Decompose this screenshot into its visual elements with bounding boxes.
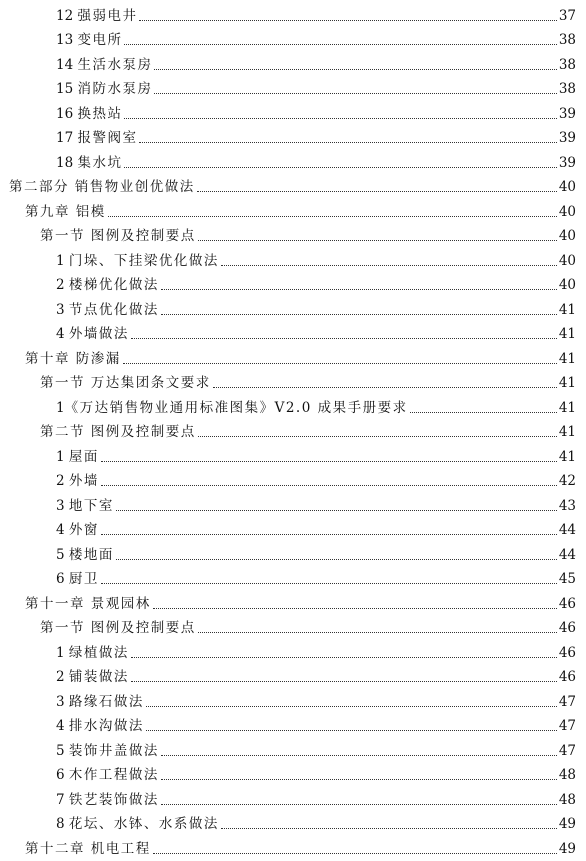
- dot-leader: [153, 853, 557, 854]
- toc-entry-number: 13: [56, 32, 78, 48]
- dot-leader: [116, 510, 557, 511]
- table-of-contents: [0, 2, 586, 860]
- toc-entry-number: 5: [56, 742, 69, 759]
- toc-entry[interactable]: [0, 492, 586, 517]
- dot-leader: [410, 412, 557, 413]
- toc-entry-number: 18: [56, 154, 78, 171]
- toc-entry-title: 楼地面: [68, 546, 114, 563]
- toc-entry-number: 16: [56, 105, 78, 122]
- toc-entry[interactable]: [0, 223, 586, 248]
- toc-entry-number: 6: [56, 767, 69, 783]
- toc-entry[interactable]: [0, 786, 586, 811]
- toc-entry-title: 楼梯优化做法: [68, 277, 159, 293]
- toc-entry-title: 换热站: [77, 105, 123, 122]
- toc-entry-number: 14: [56, 56, 78, 73]
- toc-entry-title: 第九章 铝模: [25, 203, 106, 220]
- toc-entry-page-number: 46: [558, 669, 576, 685]
- toc-entry[interactable]: [0, 713, 586, 738]
- dot-leader: [221, 828, 557, 829]
- toc-entry-title: 第十一章 景观园林: [25, 595, 151, 612]
- toc-entry[interactable]: [0, 149, 586, 174]
- dot-leader: [198, 632, 557, 633]
- toc-entry-page-number: 48: [558, 791, 576, 808]
- toc-entry-number: 6: [56, 571, 69, 587]
- toc-entry-number: 1: [56, 399, 65, 416]
- toc-entry-title: 报警阀室: [77, 130, 138, 146]
- dot-leader: [131, 338, 557, 339]
- toc-entry-page-number: 41: [558, 350, 576, 367]
- toc-entry[interactable]: [0, 370, 586, 395]
- dot-leader: [161, 289, 557, 290]
- toc-entry[interactable]: [0, 321, 586, 346]
- toc-entry-page-number: 44: [558, 546, 576, 563]
- toc-entry[interactable]: [0, 443, 586, 468]
- toc-entry[interactable]: [0, 590, 586, 615]
- toc-entry[interactable]: [0, 247, 586, 272]
- dot-leader: [101, 583, 557, 584]
- toc-entry-title: 装饰井盖做法: [68, 742, 159, 759]
- toc-entry-page-number: 44: [558, 522, 576, 538]
- dot-leader: [101, 461, 557, 462]
- toc-entry-page-number: 47: [558, 742, 576, 759]
- toc-entry-number: 2: [56, 277, 69, 293]
- dot-leader: [116, 559, 557, 560]
- toc-entry-number: 12: [56, 7, 78, 24]
- toc-entry-title: 花坛、水钵、水系做法: [68, 816, 219, 832]
- toc-entry[interactable]: [0, 51, 586, 76]
- dot-leader: [124, 118, 556, 119]
- toc-entry-number: 2: [56, 473, 69, 489]
- toc-entry-page-number: 37: [558, 7, 576, 24]
- dot-leader: [213, 387, 557, 388]
- toc-entry-page-number: 39: [558, 154, 576, 171]
- toc-entry-page-number: 46: [558, 644, 576, 661]
- dot-leader: [146, 706, 557, 707]
- toc-entry[interactable]: [0, 615, 586, 640]
- dot-leader: [161, 779, 557, 780]
- toc-entry-title: 屋面: [68, 448, 99, 465]
- dot-leader: [124, 167, 556, 168]
- dot-leader: [197, 191, 557, 192]
- toc-entry-page-number: 49: [558, 816, 576, 832]
- toc-entry[interactable]: [0, 468, 586, 493]
- toc-entry-page-number: 42: [558, 473, 576, 489]
- toc-entry-page-number: 48: [558, 767, 576, 783]
- toc-entry-page-number: 45: [558, 571, 576, 587]
- toc-entry[interactable]: [0, 76, 586, 101]
- toc-entry-title: 《万达销售物业通用标准图集》V2.0 成果手册要求: [64, 399, 408, 416]
- dot-leader: [161, 804, 557, 805]
- toc-entry-number: 15: [56, 81, 78, 97]
- toc-entry[interactable]: [0, 125, 586, 150]
- toc-entry-number: 1: [56, 644, 69, 661]
- toc-entry-page-number: 41: [558, 301, 576, 318]
- toc-entry-title: 厨卫: [68, 571, 99, 587]
- toc-entry-title: 外窗: [68, 522, 99, 538]
- dot-leader: [139, 20, 556, 21]
- toc-entry-number: 7: [56, 791, 69, 808]
- toc-entry-page-number: 41: [558, 375, 576, 391]
- toc-entry-page-number: 38: [558, 32, 576, 48]
- toc-entry-page-number: 40: [558, 277, 576, 293]
- toc-entry-number: 4: [56, 522, 69, 538]
- toc-entry[interactable]: [0, 762, 586, 787]
- toc-entry-page-number: 38: [558, 81, 576, 97]
- dot-leader: [153, 608, 557, 609]
- toc-entry[interactable]: [0, 174, 586, 199]
- dot-leader: [198, 240, 557, 241]
- toc-entry-title: 第十二章 机电工程: [25, 840, 151, 857]
- dot-leader: [198, 436, 557, 437]
- toc-entry-page-number: 39: [558, 105, 576, 122]
- toc-entry-title: 强弱电井: [77, 7, 138, 24]
- toc-entry[interactable]: [0, 296, 586, 321]
- toc-entry-page-number: 38: [558, 56, 576, 73]
- toc-entry[interactable]: [0, 517, 586, 542]
- toc-entry-number: 1: [56, 252, 69, 269]
- toc-entry-page-number: 46: [558, 620, 576, 636]
- toc-entry-title: 地下室: [68, 497, 114, 514]
- dot-leader: [101, 534, 557, 535]
- toc-entry-page-number: 49: [558, 840, 576, 857]
- toc-entry-title: 外墙: [68, 473, 99, 489]
- toc-entry-title: 排水沟做法: [68, 718, 144, 734]
- dot-leader: [161, 755, 557, 756]
- toc-entry[interactable]: [0, 198, 586, 223]
- toc-entry-title: 第二节 图例及控制要点: [40, 424, 196, 440]
- dot-leader: [131, 681, 557, 682]
- toc-entry-page-number: 40: [558, 252, 576, 269]
- toc-entry-title: 第一节 图例及控制要点: [40, 620, 196, 636]
- toc-entry-page-number: 47: [558, 718, 576, 734]
- dot-leader: [161, 314, 557, 315]
- toc-entry-title: 外墙做法: [68, 326, 129, 342]
- toc-entry-title: 铺装做法: [68, 669, 129, 685]
- dot-leader: [101, 485, 557, 486]
- toc-entry-page-number: 47: [558, 693, 576, 710]
- dot-leader: [108, 216, 557, 217]
- toc-entry-title: 生活水泵房: [77, 56, 153, 73]
- toc-entry-page-number: 43: [558, 497, 576, 514]
- toc-entry[interactable]: [0, 664, 586, 689]
- toc-entry-number: 3: [56, 693, 69, 710]
- toc-entry-page-number: 41: [558, 424, 576, 440]
- toc-entry-title: 节点优化做法: [68, 301, 159, 318]
- toc-entry-number: 4: [56, 718, 69, 734]
- dot-leader: [146, 730, 557, 731]
- toc-entry-page-number: 40: [558, 228, 576, 244]
- toc-entry[interactable]: [0, 737, 586, 762]
- toc-entry-title: 变电所: [77, 32, 123, 48]
- toc-entry[interactable]: [0, 272, 586, 297]
- toc-entry[interactable]: [0, 541, 586, 566]
- toc-entry-number: 17: [56, 130, 78, 146]
- toc-entry-title: 第二部分 销售物业创优做法: [9, 179, 195, 195]
- toc-entry[interactable]: [0, 345, 586, 370]
- toc-entry-page-number: 40: [558, 203, 576, 220]
- toc-entry-page-number: 39: [558, 130, 576, 146]
- toc-entry[interactable]: [0, 2, 586, 27]
- toc-entry-title: 门垛、下挂梁优化做法: [68, 252, 219, 269]
- dot-leader: [123, 363, 557, 364]
- toc-entry-number: 3: [56, 497, 69, 514]
- toc-entry-number: 2: [56, 669, 69, 685]
- toc-entry-title: 铁艺装饰做法: [68, 791, 159, 808]
- toc-entry-page-number: 46: [558, 595, 576, 612]
- toc-entry[interactable]: [0, 639, 586, 664]
- toc-entry-page-number: 41: [558, 326, 576, 342]
- toc-entry-number: 4: [56, 326, 69, 342]
- toc-entry[interactable]: [0, 811, 586, 836]
- toc-entry-title: 第一节 万达集团条文要求: [40, 375, 211, 391]
- toc-entry[interactable]: [0, 394, 586, 419]
- toc-entry[interactable]: [0, 27, 586, 52]
- toc-entry-title: 集水坑: [77, 154, 123, 171]
- toc-entry-number: 3: [56, 301, 69, 318]
- toc-entry-title: 第一节 图例及控制要点: [40, 228, 196, 244]
- dot-leader: [154, 69, 556, 70]
- toc-entry-page-number: 41: [558, 448, 576, 465]
- dot-leader: [221, 265, 557, 266]
- toc-entry[interactable]: [0, 419, 586, 444]
- dot-leader: [131, 657, 557, 658]
- dot-leader: [139, 142, 556, 143]
- dot-leader: [154, 93, 556, 94]
- toc-entry-title: 路缘石做法: [68, 693, 144, 710]
- toc-entry[interactable]: [0, 566, 586, 591]
- toc-entry-page-number: 41: [558, 399, 576, 416]
- toc-entry[interactable]: [0, 100, 586, 125]
- toc-entry-number: 5: [56, 546, 69, 563]
- dot-leader: [124, 44, 556, 45]
- toc-entry-title: 第十章 防渗漏: [25, 350, 121, 367]
- toc-entry-title: 绿植做法: [68, 644, 129, 661]
- toc-entry-number: 8: [56, 816, 69, 832]
- toc-entry-number: 1: [56, 448, 69, 465]
- toc-entry[interactable]: [0, 688, 586, 713]
- toc-entry-title: 木作工程做法: [68, 767, 159, 783]
- toc-entry[interactable]: [0, 835, 586, 860]
- toc-entry-page-number: 40: [558, 179, 576, 195]
- toc-entry-title: 消防水泵房: [77, 81, 153, 97]
